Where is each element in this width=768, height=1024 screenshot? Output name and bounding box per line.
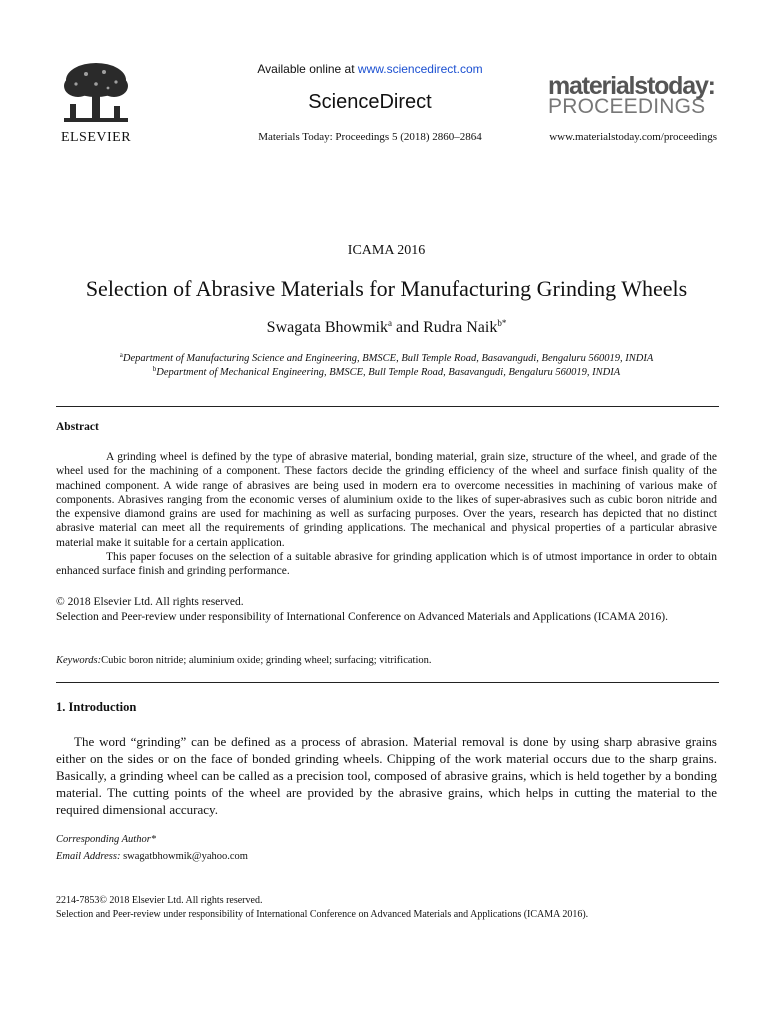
elsevier-logo bbox=[56, 60, 136, 148]
journal-url[interactable]: www.materialstoday.com/proceedings bbox=[549, 131, 717, 143]
copyright-line: © 2018 Elsevier Ltd. All rights reserved. bbox=[56, 596, 244, 608]
section-heading: 1. Introduction bbox=[56, 700, 137, 714]
affil-text: Department of Mechanical Engineering, BMSCE, Bull Temple Road, Basavangudi, Bengaluru 560019, INDIA bbox=[156, 367, 621, 378]
peer-review-line: Selection and Peer-review under responsibility of International Conference on Advanced Materials and Applications (ICAMA 2016). bbox=[56, 611, 668, 623]
available-online-line bbox=[160, 62, 580, 76]
email-label: Email Address: bbox=[56, 851, 121, 862]
materials-today-logo bbox=[548, 74, 718, 116]
journal-reference: Materials Today: Proceedings 5 (2018) 2860–2864 bbox=[258, 131, 482, 143]
author-name: Swagata Bhowmik bbox=[266, 319, 388, 336]
author-name: Rudra Naik bbox=[423, 319, 498, 336]
divider-top bbox=[56, 406, 719, 407]
affil-mark: b bbox=[152, 365, 157, 373]
footer-peer-review: Selection and Peer-review under responsibility of International Conference on Advanced Materials and Applications (ICAMA 2016). bbox=[56, 909, 589, 920]
corresponding-author-label: Corresponding Author* bbox=[56, 834, 157, 845]
intro-paragraph: The word “grinding” can be defined as a process of abrasion. Material removal is done by using sharp abrasive grains either on the sides or on the face of bonded grinding wheels. Chipping of the work material occurs due to the sharp grains. Basically, a grinding wheel can be called as a precision tool, composed of abrasive grains, which is held together by a bonding material. The cutting points of the wheel are provided by the abrasive grains, which helps in cutting the material to the required dimensional accuracy. bbox=[56, 734, 717, 817]
affiliation-a bbox=[56, 351, 717, 364]
conference-name: ICAMA 2016 bbox=[347, 243, 426, 258]
affil-mark: a bbox=[119, 351, 123, 359]
abstract-paragraph-1: A grinding wheel is defined by the type of abrasive material, bonding material, grain size, structure of the wheel, and grade of the wheel used for the machining of a component. These factors decide the grinding efficiency of the wheel and surface finish quality of the machined component. A wide range of abrasives are being used in modern era to overcome necessities in machining of various make of components. Abrasives ranging from the economic verses of aluminium oxide to the likes of super-abrasives such as cubic boron nitride and the expensive diamond grains are used for machining as well as surfacing purposes. Over the years, research has depicted that no distinct abrasive material can meet all the requirements of grinding applications. The mechanical and physical properties of a particular abrasive material make it suitable for a certain application. bbox=[56, 451, 717, 549]
email-address[interactable]: swagatbhowmik@yahoo.com bbox=[120, 851, 248, 862]
author-affil-mark: a bbox=[388, 318, 392, 328]
elsevier-tree-icon bbox=[56, 60, 136, 128]
mt-logo-line1: materialstoday: bbox=[548, 72, 715, 100]
author-affil-mark: b* bbox=[497, 318, 507, 328]
available-prefix: Available online at bbox=[257, 62, 358, 76]
author-joiner: and bbox=[392, 319, 424, 336]
divider-bottom bbox=[56, 682, 719, 683]
affil-text: Department of Manufacturing Science and Engineering, BMSCE, Bull Temple Road, Basavangudi, Bengaluru 560019, INDIA bbox=[122, 353, 654, 364]
copyright-block bbox=[56, 595, 717, 625]
abstract-paragraph-2: This paper focuses on the selection of a suitable abrasive for grinding application which is of utmost importance in order to obtain enhanced surface finish and grinding performance. bbox=[56, 551, 717, 578]
keywords-label: Keywords: bbox=[56, 655, 102, 666]
author-list bbox=[56, 318, 717, 337]
affiliation-b bbox=[56, 365, 717, 378]
sciencedirect-title: ScienceDirect bbox=[308, 91, 432, 113]
email-line bbox=[56, 851, 248, 862]
abstract-heading: Abstract bbox=[56, 421, 99, 433]
paper-title: Selection of Abrasive Materials for Manufacturing Grinding Wheels bbox=[85, 276, 688, 301]
sciencedirect-link[interactable]: www.sciencedirect.com bbox=[357, 62, 483, 76]
mt-logo-line2: PROCEEDINGS bbox=[548, 95, 706, 118]
elsevier-wordmark: ELSEVIER bbox=[60, 130, 132, 145]
keywords-text: Cubic boron nitride; aluminium oxide; grinding wheel; surfacing; vitrification. bbox=[101, 655, 432, 666]
footer-issn-line: 2214-7853© 2018 Elsevier Ltd. All rights reserved. bbox=[56, 895, 263, 906]
keywords-line bbox=[56, 655, 717, 666]
